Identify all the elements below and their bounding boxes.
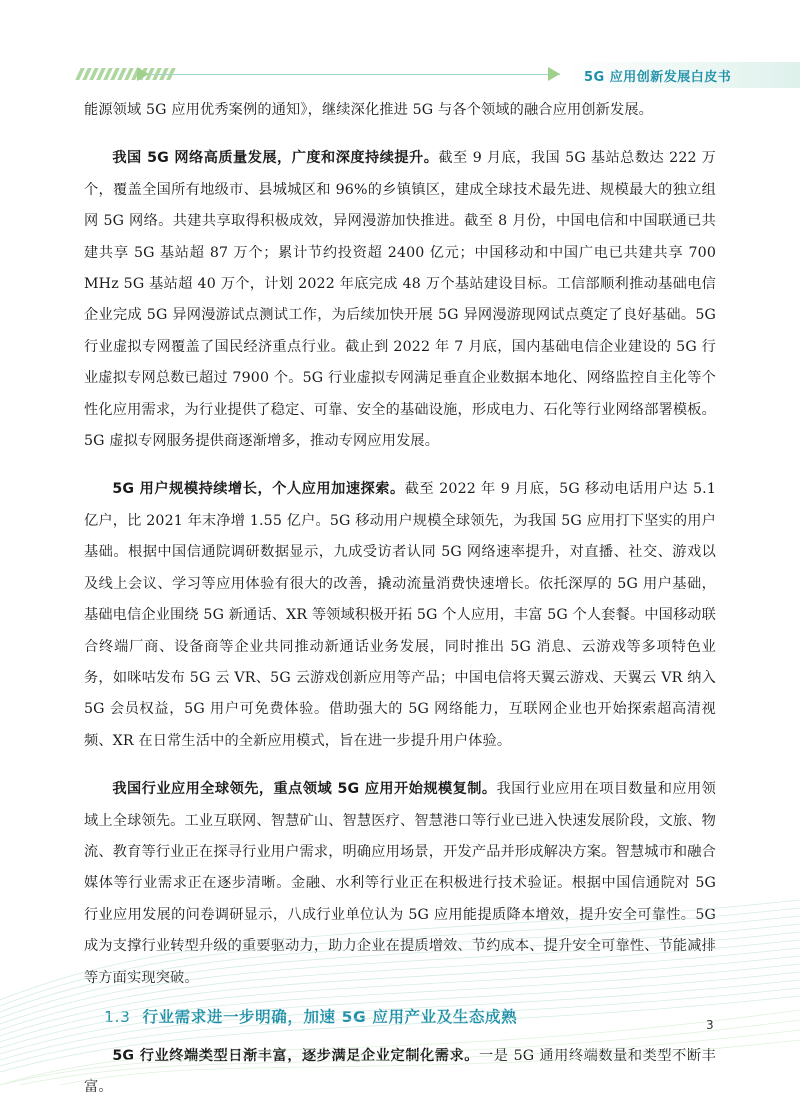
section-heading (104, 1002, 716, 1032)
paragraph-users (84, 474, 716, 757)
paragraph-network (84, 143, 716, 457)
paragraph-lead: 5G 行业终端类型日渐丰富，逐步满足企业定制化需求。 (112, 1047, 480, 1064)
page-header (0, 0, 800, 100)
document-body (84, 95, 716, 1104)
header-title: 5G 应用创新发展白皮书 (584, 70, 732, 85)
section-title: 行业需求进一步明确，加速 5G 应用产业及生态成熟 (142, 1007, 518, 1026)
section-number: 1.3 (104, 1007, 131, 1026)
page-number: 3 (706, 1018, 714, 1032)
paragraph-lead: 我国行业应用全球领先，重点领域 5G 应用开始规模复制。 (112, 781, 497, 798)
paragraph-industry (84, 774, 716, 994)
paragraph-text: 我国行业应用在项目数量和应用领域上全球领先。工业互联网、智慧矿山、智慧医疗、智慧港口等行业已进入快速发展阶段，文旅、物流、教育等行业正在探寻行业用户需求，明确应用场景，开发产品并形成解决方案。智慧城市和融合媒体等行业需求正在逐步清晰。金融、水利等行业正在积极进行技术验证。根据中国信通院对 5G 行业应用发展的问卷调研显示，八成行业单位认为 5G 应用能提质降本增效，提升安全可靠性。5G 成为支撑行业转型升级的重要驱动力，助力企业在提质增效、节约成本、提升安全可靠性、节能减排等方面实现突破。 (84, 781, 716, 986)
paragraph-continuation (84, 95, 716, 126)
paragraph-lead: 我国 5G 网络高质量发展，广度和深度持续提升。 (112, 150, 439, 167)
paragraph-text: 能源领域 5G 应用优秀案例的通知》，继续深化推进 5G 与各个领域的融合应用创新发展。 (84, 102, 654, 118)
header-arrow-left-decoration (137, 67, 149, 81)
paragraph-text: 截至 9 月底，我国 5G 基站总数达 222 万个，覆盖全国所有地级市、县城城区和 96%的乡镇镇区，建成全球技术最先进、规模最大的独立组网 5G 网络。共建共享取得积极成效，异网漫游加快推进。截至 8 月份，中国电信和中国联通已共建共享 5G 基站超 87 万个；累计节约投资超 2400 亿元；中国移动和中国广电已共建共享 700 MHz 5G 基站超 40 万个，计划 2022 年底完成 48 万个基站建设目标。工信部顺利推动基础电信企业完成 5G 异网漫游试点测试工作，为后续加快开展 5G 异网漫游现网试点奠定了良好基础。5G 行业虚拟专网覆盖了国民经济重点行业。截止到 2022 年 7 月底，国内基础电信企业建设的 5G 行业虚拟专网总数已超过 7900 个。5G 行业虚拟专网满足垂直企业数据本地化、网络监控自主化等个性化应用需求，为行业提供了稳定、可靠、安全的基础设施，形成电力、石化等行业网络部署模板。5G 虚拟专网服务提供商逐渐增多，推动专网应用发展。 (84, 150, 717, 450)
paragraph-lead: 5G 用户规模持续增长，个人应用加速探索。 (112, 481, 405, 498)
paragraph-terminals (84, 1041, 716, 1104)
header-rule (150, 74, 560, 75)
header-arrow-right-decoration (548, 67, 560, 81)
paragraph-text: 一是 5G 通用终端数量和类型不断丰富。 (84, 1047, 716, 1096)
paragraph-text: 截至 2022 年 9 月底，5G 移动电话用户达 5.1 亿户，比 2021 年末净增 1.55 亿户。5G 移动用户规模全球领先，为我国 5G 应用打下坚实的用户基础。根据中国信通院调研数据显示，九成受访者认同 5G 网络速率提升，对直播、社交、游戏以及线上会议、学习等应用体验有很大的改善，撬动流量消费快速增长。依托深厚的 5G 用户基础，基础电信企业围绕 5G 新通话、XR 等领域积极开拓 5G 个人应用，丰富 5G 个人套餐。中国移动联合终端厂商、设备商等企业共同推动新通话业务发展，同时推出 5G 消息、云游戏等多项特色业务，如咪咕发布 5G 云 VR、5G 云游戏创新应用等产品；中国电信将天翼云游戏、天翼云 VR 纳入 5G 会员权益，5G 用户可免费体验。借助强大的 5G 网络能力，互联网企业也开始探索超高清视频、XR 在日常生活中的全新应用模式，旨在进一步提升用户体验。 (84, 481, 716, 749)
